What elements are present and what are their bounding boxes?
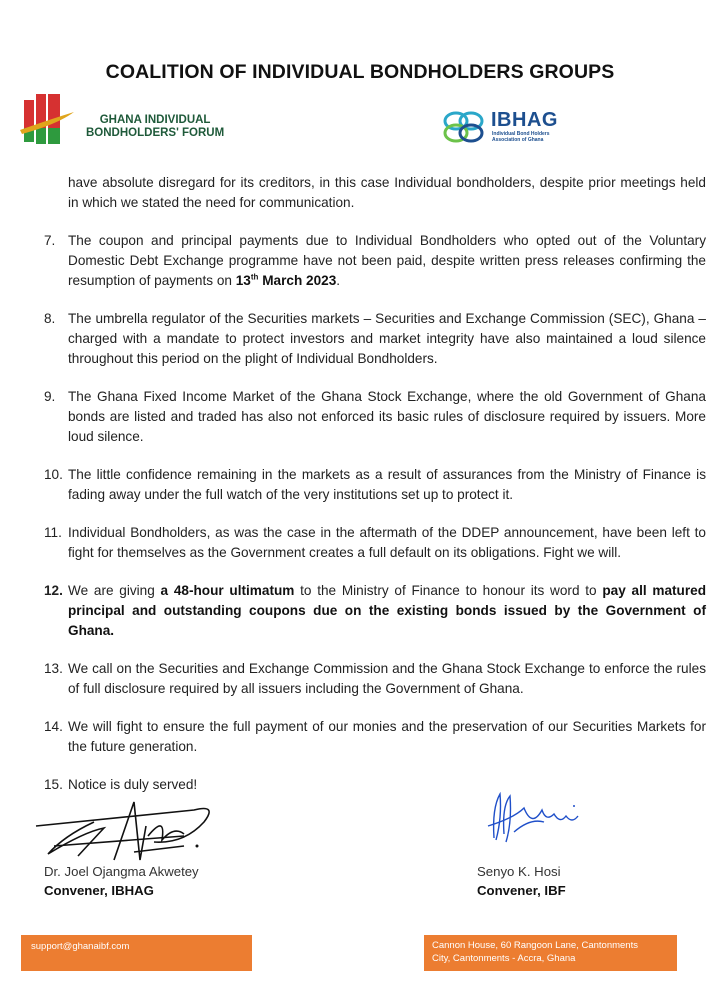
list-item-number: 7. bbox=[44, 233, 56, 248]
footer-address-line1: Cannon House, 60 Rangoon Lane, Cantonments bbox=[432, 940, 638, 951]
numbered-list bbox=[44, 231, 706, 795]
list-item bbox=[44, 387, 706, 447]
ibhag-logo-name: IBHAG bbox=[491, 109, 558, 131]
text-run: The coupon and principal payments due to Individual Bondholders who opted out of the Voluntary Domestic Debt Exchange programme have not been paid, despite written press releases confirming the resumption of payments on bbox=[68, 233, 706, 288]
text-run: to the Ministry of Finance to honour its word to bbox=[294, 583, 603, 598]
list-item bbox=[44, 581, 706, 641]
list-item bbox=[44, 309, 706, 369]
bold-text: March 2023 bbox=[258, 273, 337, 288]
text-run: We are giving bbox=[68, 583, 161, 598]
footer-email[interactable]: support@ghanaibf.com bbox=[31, 941, 130, 952]
signatory-2 bbox=[477, 862, 566, 900]
gibf-logo-text: GHANA INDIVIDUAL BONDHOLDERS' FORUM bbox=[86, 114, 225, 139]
list-item-number: 10. bbox=[44, 467, 63, 482]
text-run: The umbrella regulator of the Securities markets – Securities and Exchange Commission (SEC), Ghana – charged with a mandate to protect investors and market integrity have also maintained a loud silence throughout this period on the plight of Individual Bondholders. bbox=[68, 311, 706, 366]
footer-address-box bbox=[424, 935, 677, 971]
document-body bbox=[44, 173, 706, 813]
list-item bbox=[44, 775, 706, 795]
document-title: COALITION OF INDIVIDUAL BONDHOLDERS GROUPS bbox=[105, 61, 615, 83]
text-run: The Ghana Fixed Income Market of the Ghana Stock Exchange, where the old Government of Ghana bonds are listed and traded has also not enforced its basic rules of disclosure required by issuers. More loud silence. bbox=[68, 389, 706, 444]
list-item-number: 11. bbox=[44, 525, 62, 540]
list-item bbox=[44, 523, 706, 563]
bold-text: 13 bbox=[235, 273, 251, 288]
signature-hosi bbox=[484, 788, 588, 848]
signatory-name: Dr. Joel Ojangma Akwetey bbox=[44, 864, 199, 879]
signatory-name: Senyo K. Hosi bbox=[477, 864, 561, 879]
text-run: . bbox=[336, 273, 341, 288]
list-item-number: 13. bbox=[44, 661, 63, 676]
signatory-role: Convener, IBHAG bbox=[44, 883, 154, 898]
ibhag-logo-subtitle: Individual Bond Holders Association of Ghana bbox=[492, 131, 550, 143]
signatory-1 bbox=[44, 862, 199, 900]
list-item bbox=[44, 659, 706, 699]
bold-text: th bbox=[250, 272, 259, 282]
text-run: Individual Bondholders, as was the case in the aftermath of the DDEP announcement, have been left to fight for themselves as the Government creates a full default on its obligations. Fight we will. bbox=[68, 525, 706, 560]
footer-address-line2: City, Cantonments - Accra, Ghana bbox=[432, 953, 576, 964]
bold-text: a 48-hour ultimatum bbox=[160, 583, 295, 598]
signatory-role: Convener, IBF bbox=[477, 883, 566, 898]
bold-text: pay all matured principal and outstanding coupons due on the existing bonds issued by the Government of Ghana. bbox=[68, 583, 706, 638]
gibf-building-logo-icon bbox=[18, 90, 78, 150]
text-run: We call on the Securities and Exchange Commission and the Ghana Stock Exchange to enforce the rules of full disclosure required by all issuers including the Government of Ghana. bbox=[68, 661, 706, 696]
text-run: We will fight to ensure the full payment of our monies and the preservation of our Securities Markets for the future generation. bbox=[68, 719, 706, 754]
text-run: Notice is duly served! bbox=[68, 777, 198, 792]
text-run: The little confidence remaining in the markets as a result of assurances from the Ministry of Finance is fading away under the full watch of the very institutions set up to protect it. bbox=[68, 467, 706, 502]
ibhag-rings-logo-icon bbox=[441, 109, 487, 145]
list-item-number: 15. bbox=[44, 777, 63, 792]
list-item-number: 12. bbox=[44, 583, 63, 598]
list-item-number: 14. bbox=[44, 719, 63, 734]
list-item bbox=[44, 465, 706, 505]
continuation-paragraph: have absolute disregard for its creditors, in this case Individual bondholders, despite prior meetings held in which we stated the need for communication. bbox=[68, 175, 706, 210]
footer-email-box bbox=[21, 935, 252, 971]
signature-akwetey bbox=[34, 796, 214, 866]
list-item bbox=[44, 231, 706, 291]
list-item-number: 9. bbox=[44, 389, 56, 404]
list-item bbox=[44, 717, 706, 757]
list-item-number: 8. bbox=[44, 311, 56, 326]
